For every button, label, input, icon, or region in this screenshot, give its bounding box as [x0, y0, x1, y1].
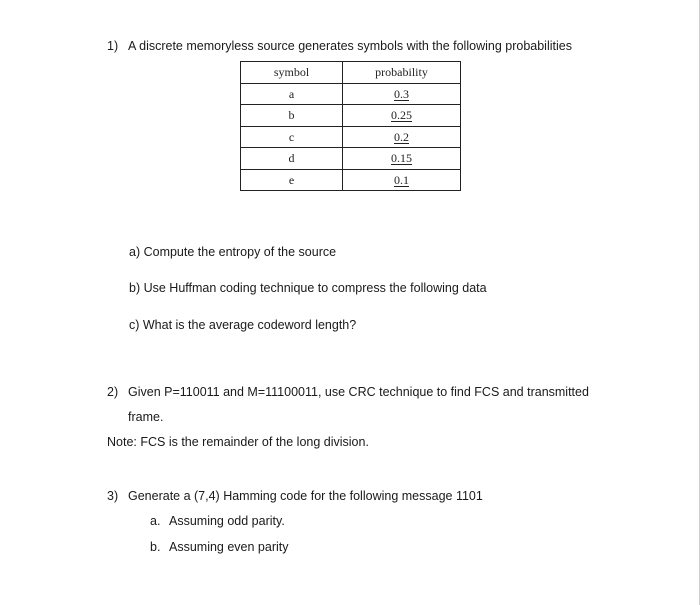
- question-1-number: 1): [107, 39, 119, 53]
- table-cell-symbol: c: [241, 126, 343, 148]
- table-header-row: [241, 62, 461, 84]
- question-1-part-c: c) What is the average codeword length?: [129, 318, 357, 332]
- table-cell-probability: [343, 148, 461, 170]
- table-header-probability: probability: [343, 62, 461, 84]
- table-header-symbol: symbol: [241, 62, 343, 84]
- table-cell-symbol: a: [241, 83, 343, 105]
- table-row: [241, 148, 461, 170]
- table-cell-probability: [343, 169, 461, 191]
- question-3: [107, 488, 483, 504]
- question-1-part-a: a) Compute the entropy of the source: [129, 245, 337, 259]
- question-3-number: 3): [107, 489, 119, 503]
- question-3-part-a: [150, 513, 285, 529]
- table-cell-probability: [343, 105, 461, 127]
- probability-value: 0.15: [391, 151, 412, 166]
- question-1-text: A discrete memoryless source generates symbols with the following probabilities: [128, 39, 572, 53]
- table-cell-probability: [343, 126, 461, 148]
- probability-value: 0.3: [394, 86, 409, 101]
- question-3-part-b-text: Assuming even parity: [169, 540, 289, 554]
- question-2-note: Note: FCS is the remainder of the long division.: [107, 435, 369, 449]
- question-3-part-b-label: b.: [150, 540, 161, 554]
- table-row: [241, 169, 461, 191]
- question-3-part-a-label: a.: [150, 514, 161, 528]
- question-1-part-b: b) Use Huffman coding technique to compress the following data: [129, 281, 487, 295]
- table-cell-probability: [343, 83, 461, 105]
- probability-value: 0.25: [391, 108, 412, 123]
- probability-table: [240, 61, 461, 191]
- table-row: [241, 105, 461, 127]
- question-2-text-continued: frame.: [128, 410, 164, 424]
- question-3-text: Generate a (7,4) Hamming code for the following message 1101: [128, 489, 483, 503]
- probability-value: 0.2: [394, 129, 409, 144]
- question-1: [107, 38, 572, 54]
- question-2: [107, 384, 589, 400]
- question-3-part-b: [150, 539, 289, 555]
- table-cell-symbol: e: [241, 169, 343, 191]
- table-row: [241, 126, 461, 148]
- table-cell-symbol: d: [241, 148, 343, 170]
- question-3-part-a-text: Assuming odd parity.: [169, 514, 285, 528]
- question-2-number: 2): [107, 385, 119, 399]
- table-cell-symbol: b: [241, 105, 343, 127]
- probability-value: 0.1: [394, 172, 409, 187]
- table-row: [241, 83, 461, 105]
- question-2-text: Given P=110011 and M=11100011, use CRC technique to find FCS and transmitted: [128, 385, 589, 399]
